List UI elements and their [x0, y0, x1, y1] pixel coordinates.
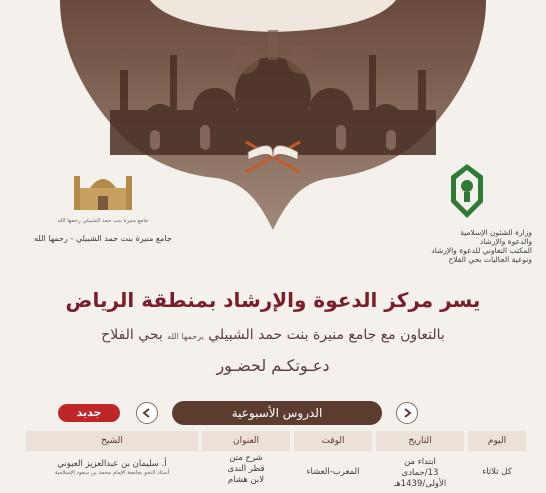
- cell-date: [376, 457, 464, 490]
- lessons-table: [26, 431, 526, 491]
- ministry-block: [402, 162, 532, 264]
- cell-title-line-1: شرح متن: [229, 453, 263, 463]
- chevron-left-icon: [141, 407, 153, 419]
- header-title: العنوان: [202, 431, 290, 451]
- mosque-block: [28, 170, 178, 243]
- ministry-line-4: وتوعية الجاليات بحي الفلاح: [448, 255, 532, 264]
- cell-day: كل ثلاثاء: [482, 467, 512, 477]
- subline-part-1: بالتعاون مع جامع منيرة بنت حمد الشبيلي: [203, 327, 445, 343]
- header-sheikh: الشيخ: [26, 431, 198, 451]
- cell-title-line-2: قطر الندى: [227, 464, 265, 474]
- subline: [0, 327, 546, 343]
- header-date: التاريخ: [376, 431, 464, 451]
- weekly-lessons-bar: الدروس الأسبوعية: [172, 401, 382, 425]
- header-time: الوقت: [294, 431, 372, 451]
- chevron-right-icon: [401, 407, 413, 419]
- table-header: [26, 431, 526, 451]
- cell-sheikh-name: أ. سليمان بن عبدالعزيز العيوني: [57, 459, 167, 469]
- cell-sheikh-note: أستاذ النحو بجامعة الإمام محمد بن سعود الإسلامية: [54, 470, 170, 476]
- ministry-text: [402, 228, 532, 264]
- mosque-name: جامع منيرة بنت حمد الشبيلي - رحمها الله: [34, 234, 172, 243]
- cell-sheikh: [26, 459, 198, 477]
- cell-time: المغرب-العشاء: [306, 467, 360, 477]
- subline-small: يرحمها الله: [167, 332, 204, 341]
- ministry-emblem-icon: [445, 162, 489, 220]
- invite-text: دعـوتكـم لحضـور: [216, 356, 330, 375]
- mosque-small-text: جامع منيرة بنت حمد الشبيلي رحمها الله: [57, 218, 149, 224]
- new-badge: جديد: [58, 404, 120, 422]
- prev-arrow-button[interactable]: [136, 402, 158, 424]
- quran-book-icon: [238, 132, 308, 174]
- ministry-line-2: والدعوة والإرشاد: [479, 237, 532, 246]
- cell-date-line-1: ابتداء من: [404, 457, 436, 467]
- cell-title: [202, 453, 290, 486]
- ministry-line-3: المكتب التعاوني للدعوة والإرشاد: [431, 246, 532, 255]
- table-row: [26, 453, 526, 493]
- cell-title-line-3: لابن هشام: [227, 475, 265, 485]
- headline: يسر مركز الدعوة والإرشاد بمنطقة الرياض: [65, 288, 481, 312]
- subline-part-2: بحي الفلاح: [101, 327, 168, 343]
- header-day: اليوم: [468, 431, 526, 451]
- mosque-icon: [72, 170, 134, 212]
- ministry-line-1: وزارة الشئون الإسلامية: [460, 228, 532, 237]
- next-arrow-button[interactable]: [396, 402, 418, 424]
- cell-date-line-2: 13/جمادى الأولى/1439هـ: [393, 468, 447, 489]
